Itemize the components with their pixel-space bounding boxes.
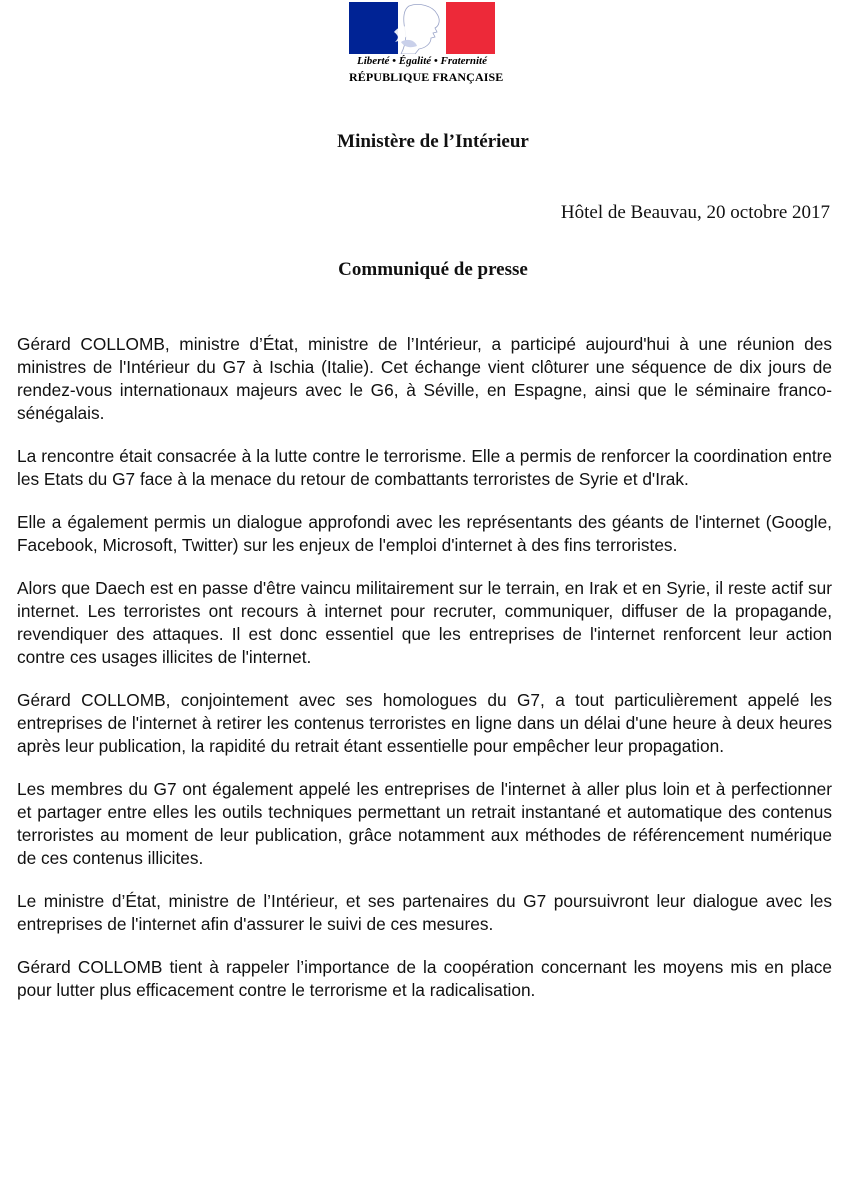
marianne-flag-icon [349,2,495,54]
paragraph: Alors que Daech est en passe d'être vaincu militairement sur le terrain, en Irak et en Syrie, il reste actif sur internet. Les terroristes ont recours à internet pour recruter, communiquer, diffuser de la propagande, revendiquer des attaques. Il est donc essentiel que les entreprises de l'internet renforcent leur action contre ces usages illicites de l'internet. [17,578,832,667]
paragraph: Gérard COLLOMB tient à rappeler l’importance de la coopération concernant les moyens mis en place pour lutter plus efficacement contre le terrorisme et la radicalisation. [17,957,832,1000]
document-title: Communiqué de presse [338,259,528,280]
place-and-date: Hôtel de Beauvau, 20 octobre 2017 [560,202,830,223]
press-release-body [17,333,832,1022]
logo-motto: Liberté • Égalité • Fraternité [357,55,487,67]
paragraph: Elle a également permis un dialogue approfondi avec les représentants des géants de l'internet (Google, Facebook, Microsoft, Twitter) sur les enjeux de l'emploi d'internet à des fins terroristes. [17,512,832,555]
paragraph: Gérard COLLOMB, conjointement avec ses homologues du G7, a tout particulièrement appelé les entreprises de l'internet à retirer les contenus terroristes en ligne dans un délai d'une heure à deux heures après leur publication, la rapidité du retrait étant essentielle pour empêcher leur propagation. [17,690,832,756]
paragraph: Le ministre d’État, ministre de l’Intérieur, et ses partenaires du G7 poursuivront leur dialogue avec les entreprises de l'internet afin d'assurer le suivi de ces mesures. [17,891,832,934]
republique-francaise-logo [349,2,504,88]
paragraph: Les membres du G7 ont également appelé les entreprises de l'internet à aller plus loin et à perfectionner et partager entre elles les outils techniques permettant un retrait instantané et automatique des contenus terroristes au moment de leur publication, grâce notamment aux méthodes de référencement numérique de ces contenus illicites. [17,779,832,868]
paragraph: La rencontre était consacrée à la lutte contre le terrorisme. Elle a permis de renforcer la coordination entre les Etats du G7 face à la menace du retour de combattants terroristes de Syrie et d'Irak. [17,446,832,489]
paragraph: Gérard COLLOMB, ministre d’État, ministre de l’Intérieur, a participé aujourd'hui à une réunion des ministres de l'Intérieur du G7 à Ischia (Italie). Cet échange vient clôturer une séquence de dix jours de rendez-vous internationaux majeurs avec le G6, à Séville, en Espagne, ainsi que le séminaire franco-sénégalais. [17,334,832,423]
ministry-heading: Ministère de l’Intérieur [337,131,529,152]
logo-republic-name: RÉPUBLIQUE FRANÇAISE [349,70,504,84]
